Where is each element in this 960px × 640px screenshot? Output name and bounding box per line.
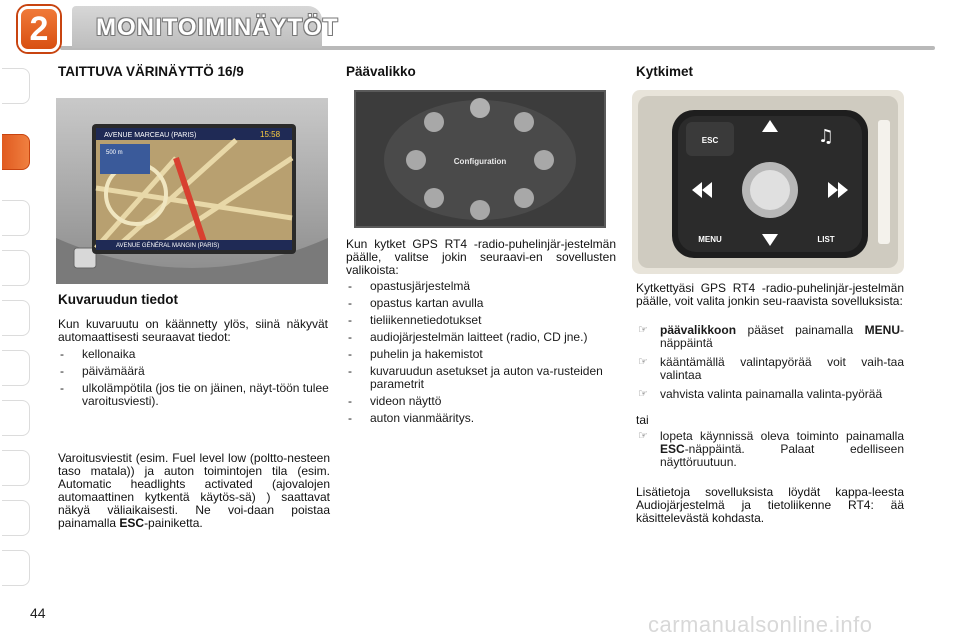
side-tab-1[interactable] <box>2 68 30 104</box>
side-tab-7[interactable] <box>2 400 30 436</box>
dashboard-display-illustration <box>56 98 328 284</box>
control-panel-illustration <box>632 90 904 274</box>
side-tab-6[interactable] <box>2 350 30 386</box>
section-title-controls: Kytkimet <box>636 64 694 79</box>
screen-distance: 500 m <box>106 150 123 156</box>
pointing-hand-icon: ☞ <box>638 388 648 400</box>
list-item: - kellonaika <box>60 347 136 361</box>
chapter-side-tabs <box>0 60 34 580</box>
pointing-hand-icon: ☞ <box>638 356 648 368</box>
side-tab-4[interactable] <box>2 250 30 286</box>
list-item: - päivämäärä <box>60 364 145 378</box>
list-item: - videon näyttö <box>348 394 442 408</box>
list-item: - auton vianmääritys. <box>348 411 475 425</box>
or-label: tai <box>636 413 649 427</box>
page-number: 44 <box>30 605 46 621</box>
list-item: - kuvaruudun asetukset ja auton va-rusteiden parametrit <box>348 364 603 391</box>
section-title-display: TAITTUVA VÄRINÄYTTÖ 16/9 <box>58 64 244 79</box>
side-tab-10[interactable] <box>2 550 30 586</box>
controls-list <box>636 324 904 407</box>
main-menu-intro: Kun kytket GPS RT4 -radio-puhelinjär-jestelmän päälle, valitse jokin seuraavi-en sovellusten valikoista: <box>346 237 616 277</box>
screen-info-list <box>58 348 330 412</box>
list-item: - opastusjärjestelmä <box>348 279 471 293</box>
list-item: ☞ kääntämällä valintapyörää voit vaih-taa valintaa <box>638 355 904 382</box>
esc-button-label: ESC <box>701 136 719 145</box>
list-item: - ulkolämpötila (jos tie on jäinen, näyt-töön tulee varoitusviesti). <box>60 381 329 408</box>
list-item: ☞ päävalikkoon pääset painamalla MENU-näppäintä <box>638 323 904 350</box>
side-tab-9[interactable] <box>2 500 30 536</box>
controls-list-alt <box>636 430 904 475</box>
list-item: - audiojärjestelmän laitteet (radio, CD jne.) <box>348 330 588 344</box>
main-menu-image <box>354 90 606 228</box>
menu-configuration-label: Configuration <box>453 157 507 166</box>
list-button-label: LIST <box>817 235 835 244</box>
subsection-title-screen-info: Kuvaruudun tiedot <box>58 292 178 307</box>
side-tab-2-active[interactable] <box>2 134 30 170</box>
chapter-badge: 2 <box>18 6 60 52</box>
controls-footer-note: Lisätietoja sovelluksista löydät kappa-leesta Audiojärjestelmä ja tietoliikenne RT4: ää käsittelevästä kohdasta. <box>636 485 904 525</box>
page-title: MONITOIMINÄYTÖT <box>96 14 339 41</box>
side-tab-8[interactable] <box>2 450 30 486</box>
main-menu-illustration <box>354 90 606 228</box>
pointing-hand-icon: ☞ <box>638 324 648 336</box>
watermark: carmanualsonline.info <box>648 612 873 637</box>
list-item: - puhelin ja hakemistot <box>348 347 483 361</box>
screen-clock: 15:58 <box>260 130 281 139</box>
menu-button-label: MENU <box>698 235 722 244</box>
list-item: - opastus kartan avulla <box>348 296 484 310</box>
warning-paragraph: Varoitusviestit (esim. Fuel level low (poltto-nesteen taso matala)) ja auton toimintojen tila (esim. Automatic headlights activated (ajovalojen automaattinen kytkentä käytös-sä) ) saattavat näkyä väliaikaisesti. Ne voi-daan poistaa painamalla ESC-painiketta. <box>58 451 330 530</box>
side-tab-3[interactable] <box>2 200 30 236</box>
screen-bottom-bar: AVENUE GÉNÉRAL MANGIN (PARIS) <box>116 243 220 249</box>
screen-info-intro: Kun kuvaruutu on käännetty ylös, siinä näkyvät automaattisesti seuraavat tiedot: <box>58 317 328 344</box>
controls-intro: Kytkettyäsi GPS RT4 -radio-puhelinjär-jestelmän päälle, voit valita jonkin seu-raavista sovelluksista: <box>636 281 904 308</box>
control-panel-image <box>632 90 904 274</box>
side-tab-5[interactable] <box>2 300 30 336</box>
list-item: - tieliikennetiedotukset <box>348 313 482 327</box>
section-title-main-menu: Päävalikko <box>346 64 416 79</box>
svg-text:♫: ♫ <box>817 126 835 147</box>
list-item: ☞ lopeta käynnissä oleva toiminto painamalla ESC-näppäintä. Palaat edelliseen näyttöruutuun. <box>638 429 904 469</box>
screen-top-bar-left: AVENUE MARCEAU (PARIS) <box>104 132 197 139</box>
page-header <box>0 0 960 56</box>
dashboard-display-image <box>56 98 328 284</box>
main-menu-list <box>346 280 618 429</box>
list-item: ☞ vahvista valinta painamalla valinta-pyörää <box>638 387 883 401</box>
pointing-hand-icon: ☞ <box>638 430 648 442</box>
